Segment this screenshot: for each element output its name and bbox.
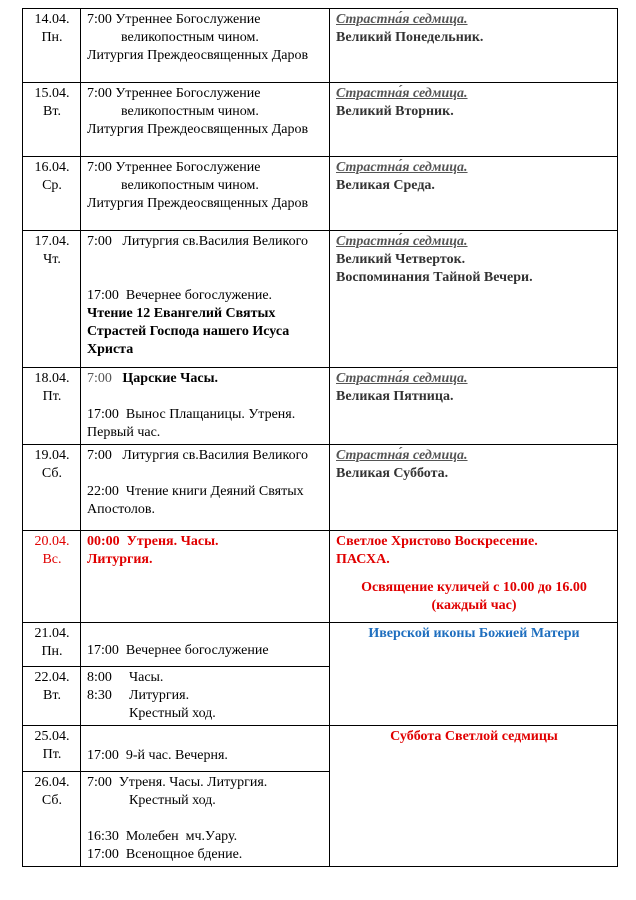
feast-name: Иверской иконы Божией Матери [368, 626, 580, 641]
service-line: Литургия Преждеосвященных Даров [87, 196, 309, 211]
service-line: Литургия Преждеосвященных Даров [87, 122, 309, 137]
date: 21.04. [34, 626, 70, 641]
week-title: Страстна́я седмица. [336, 371, 468, 386]
service-line: 00:00 Утреня. Часы. [87, 534, 219, 549]
service-time: 7:00 [87, 371, 112, 386]
service-name: Часы. [129, 670, 164, 685]
service-line [87, 669, 324, 687]
weekday: Пт. [42, 389, 62, 404]
weekday: Пт. [42, 747, 62, 762]
feast-cell [330, 9, 618, 83]
service-line: 7:00 Утреннее Богослужение [87, 160, 261, 175]
date-cell [23, 231, 81, 368]
service-name: Царские Часы. [122, 371, 219, 386]
date-cell [23, 667, 81, 726]
weekday: Сб. [41, 793, 63, 808]
service-line [87, 687, 324, 705]
week-title: Страстна́я седмица. [336, 12, 468, 27]
table-row [23, 623, 618, 667]
date: 18.04. [34, 371, 70, 386]
table-row [23, 231, 618, 368]
table-row [23, 445, 618, 531]
feast-cell [330, 231, 618, 368]
services-cell [81, 445, 330, 531]
weekday: Чт. [43, 252, 61, 267]
service-name: Литургия. [129, 688, 190, 703]
services-cell [81, 531, 330, 623]
date: 17.04. [34, 234, 70, 249]
date-cell [23, 9, 81, 83]
week-title: Страстна́я седмица. [336, 86, 468, 101]
feast-cell [330, 531, 618, 623]
feast-cell [330, 368, 618, 445]
services-cell [81, 623, 330, 667]
services-cell [81, 726, 330, 772]
services-cell [81, 83, 330, 157]
service-line: Первый час. [87, 425, 161, 440]
service-line: 7:00 Утреннее Богослужение [87, 86, 261, 101]
service-time: 8:30 [87, 688, 112, 703]
feast-cell [330, 623, 618, 726]
service-line: 17:00 Вынос Плащаницы. Утреня. [87, 407, 296, 422]
services-cell [81, 368, 330, 445]
service-line: 17:00 9-й час. Вечерня. [87, 748, 228, 763]
service-time: 8:00 [87, 670, 112, 685]
services-cell [81, 667, 330, 726]
feast-cell [330, 445, 618, 531]
services-cell [81, 157, 330, 231]
weekday: Сб. [41, 466, 63, 481]
service-line: 7:00 Утреня. Часы. Литургия. [87, 775, 268, 790]
feast-cell [330, 83, 618, 157]
table-row [23, 83, 618, 157]
service-line: Крестный ход. [129, 706, 216, 721]
service-line: Литургия Преждеосвященных Даров [87, 48, 309, 63]
date-cell [23, 445, 81, 531]
services-cell [81, 231, 330, 368]
weekday: Вт. [43, 104, 61, 119]
feast-name: ПАСХА. [336, 552, 390, 567]
feast-name: Воспоминания Тайной Вечери. [336, 270, 533, 285]
service-line: 17:00 Вечернее богослужение [87, 643, 269, 658]
date-cell [23, 772, 81, 867]
service-line [87, 370, 324, 388]
date: 22.04. [34, 670, 70, 685]
blessing-note: (каждый час) [431, 598, 517, 613]
weekday: Пн. [41, 30, 63, 45]
date-cell [23, 368, 81, 445]
date: 16.04. [34, 160, 70, 175]
service-line: Литургия. [87, 552, 153, 567]
service-line: великопостным чином. [121, 104, 259, 119]
table-row [23, 9, 618, 83]
schedule-table [22, 8, 618, 867]
table-row [23, 726, 618, 772]
date: 25.04. [34, 729, 70, 744]
service-line: 7:00 Утреннее Богослужение [87, 12, 261, 27]
service-line: великопостным чином. [121, 178, 259, 193]
feast-name: Великий Четверток. [336, 252, 466, 267]
date-cell [23, 623, 81, 667]
service-line: 16:30 Молебен мч.Уару. [87, 829, 238, 844]
date: 20.04. [34, 534, 70, 549]
weekday: Пн. [41, 644, 63, 659]
week-title: Страстна́я седмица. [336, 160, 468, 175]
blessing-note: Освящение куличей с 10.00 до 16.00 [361, 580, 587, 595]
date: 26.04. [34, 775, 70, 790]
services-cell [81, 772, 330, 867]
feast-name: Суббота Светлой седмицы [390, 729, 558, 744]
weekday: Вс. [42, 552, 62, 567]
table-row [23, 368, 618, 445]
table-row [23, 531, 618, 623]
feast-name: Великий Понедельник. [336, 30, 484, 45]
date: 19.04. [34, 448, 70, 463]
service-line: великопостным чином. [121, 30, 259, 45]
feast-name: Великая Среда. [336, 178, 435, 193]
date-cell [23, 157, 81, 231]
week-title: Страстна́я седмица. [336, 448, 468, 463]
feast-name: Светлое Христово Воскресение. [336, 534, 538, 549]
service-line: Апостолов. [87, 502, 156, 517]
service-line: 17:00 Вечернее богослужение. [87, 288, 273, 303]
date-cell [23, 531, 81, 623]
date-cell [23, 726, 81, 772]
table-row [23, 157, 618, 231]
feast-name: Великая Пятница. [336, 389, 454, 404]
weekday: Вт. [43, 688, 61, 703]
feast-cell [330, 726, 618, 867]
service-line: 17:00 Всенощное бдение. [87, 847, 243, 862]
service-line: Чтение 12 Евангелий Святых Страстей Господа нашего Исуса Христа [87, 306, 290, 357]
feast-cell [330, 157, 618, 231]
date-cell [23, 83, 81, 157]
date: 14.04. [34, 12, 70, 27]
service-line: 7:00 Литургия св.Василия Великого [87, 448, 308, 463]
feast-name: Великая Суббота. [336, 466, 449, 481]
weekday: Ср. [42, 178, 62, 193]
service-line: 22:00 Чтение книги Деяний Святых [87, 484, 304, 499]
date: 15.04. [34, 86, 70, 101]
week-title: Страстна́я седмица. [336, 234, 468, 249]
service-line: 7:00 Литургия св.Василия Великого [87, 234, 308, 249]
feast-name: Великий Вторник. [336, 104, 454, 119]
services-cell [81, 9, 330, 83]
service-line: Крестный ход. [129, 793, 216, 808]
